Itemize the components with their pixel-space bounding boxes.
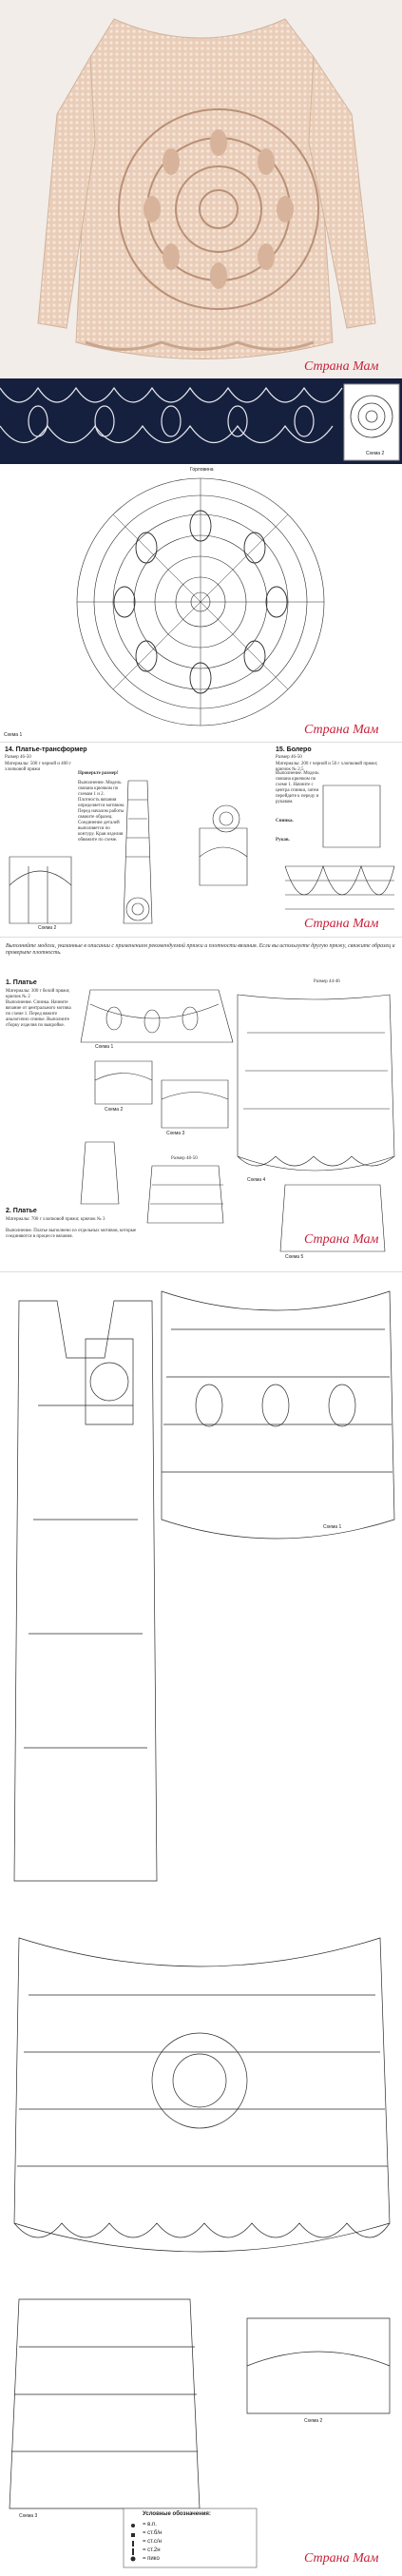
schema-1-label: Схема 1: [4, 732, 23, 738]
legend-item: = ст.б/н: [143, 2530, 163, 2536]
round-schema-illustration: [0, 464, 402, 742]
dress-schema-3-label: Схема 3: [166, 1131, 185, 1136]
neckline-label: Горловина: [190, 467, 214, 473]
article-14-title: 14. Платье-трансформер: [5, 746, 87, 753]
dress-2-materials: Материалы: 700 г хлопковой пряжи; крючок № 3: [6, 1217, 105, 1222]
dress-2-size: Размер 48-50: [171, 1156, 198, 1161]
intro-text: Выполняйте модели, указанные в описании с применением рекомендуемой пряжи и плотности вязания. Если вы используете другую пряжу, свяжите образец и проверьте плотность.: [6, 943, 395, 956]
pattern-page-14-15: [0, 742, 402, 938]
large-dress-illustration: [0, 1272, 402, 2576]
dress-diagram-sheet: [0, 1271, 402, 2576]
dress-schema-4-label: Схема 4: [247, 1177, 266, 1183]
sheet-schema-3-label: Схема 3: [19, 2513, 38, 2519]
legend-item: = пико: [143, 2556, 160, 2562]
article-15-size: Размер 46-50: [276, 755, 302, 760]
dress-schema-2-label: Схема 2: [105, 1107, 124, 1113]
schema-2-label: Схема 2: [366, 451, 385, 456]
dress-2-text: Выполнение. Платье выполнено из отдельных мотивов, которые соединяются в процессе вязания.: [6, 1229, 137, 1239]
dress-1-title: 1. Платье: [6, 979, 37, 986]
legend-item: = ст.2н: [143, 2547, 161, 2553]
dress-1-size: Размер 44-46: [314, 979, 340, 984]
article-15-back-heading: Спинка.: [276, 819, 294, 823]
navy-lace-illustration: [0, 378, 402, 464]
doily-diagram: [0, 464, 402, 742]
navy-lace-closeup: [0, 378, 402, 464]
dress-1-text: Выполнение. Спинка. Начните вязание от центрального мотива по схеме 1. Перед вяжите аналогично спинке. Выполните сборку изделия по выкройке.: [6, 1000, 71, 1028]
article-14-size: Размер 46-50: [5, 755, 31, 760]
lace-top-illustration: [0, 0, 402, 378]
article-15-text: Выполнение. Модель связана крючком по схеме 1. Начните с центра спинки, затем перейдите к переду и рукавам.: [276, 771, 319, 804]
article-15-sleeve-heading: Рукав.: [276, 838, 290, 843]
watermark: Страна Мам: [304, 917, 379, 931]
dress-schema-5-label: Схема 5: [285, 1254, 304, 1260]
article-14-check: Проверьте размер!: [78, 771, 119, 776]
photo-lace-top: [0, 0, 402, 378]
article-15-materials: Материалы: 200 г черной и 50 г хлопковой пряжи; крючок № 2,5: [276, 762, 378, 772]
pattern-page-dresses: [0, 937, 402, 1272]
dress-schema-1-label: Схема 1: [95, 1044, 114, 1050]
watermark: Страна Мам: [304, 2551, 379, 2566]
sheet-schema-1-label: Схема 1: [323, 1524, 342, 1530]
watermark: Страна Мам: [304, 723, 379, 737]
legend-title: Условные обозначения:: [143, 2511, 211, 2517]
article-14-text: Выполнение. Модель связана крючком по схемам 1 и 2. Плотность вязания определяется мотивом. Перед началом работы свяжите образец. Соединение деталей выполняется по контуру. Края изделия обвяжите по схеме.: [78, 781, 125, 843]
watermark: Страна Мам: [304, 1232, 379, 1247]
watermark: Страна Мам: [304, 359, 379, 374]
sheet-schema-2-label: Схема 2: [304, 2418, 323, 2424]
legend-item: = ст.с/н: [143, 2539, 162, 2545]
legend-item: = в.п.: [143, 2522, 157, 2528]
dress-2-title: 2. Платье: [6, 1208, 37, 1214]
dress-1-materials: Материалы: 300 г белой пряжи; крючок № 2: [6, 989, 70, 999]
article-15-title: 15. Болеро: [276, 746, 312, 753]
article-14-materials: Материалы: 500 г черной и 400 г хлопковой пряжи: [5, 762, 71, 772]
article-14-schema-label: Схема 2: [38, 925, 57, 931]
